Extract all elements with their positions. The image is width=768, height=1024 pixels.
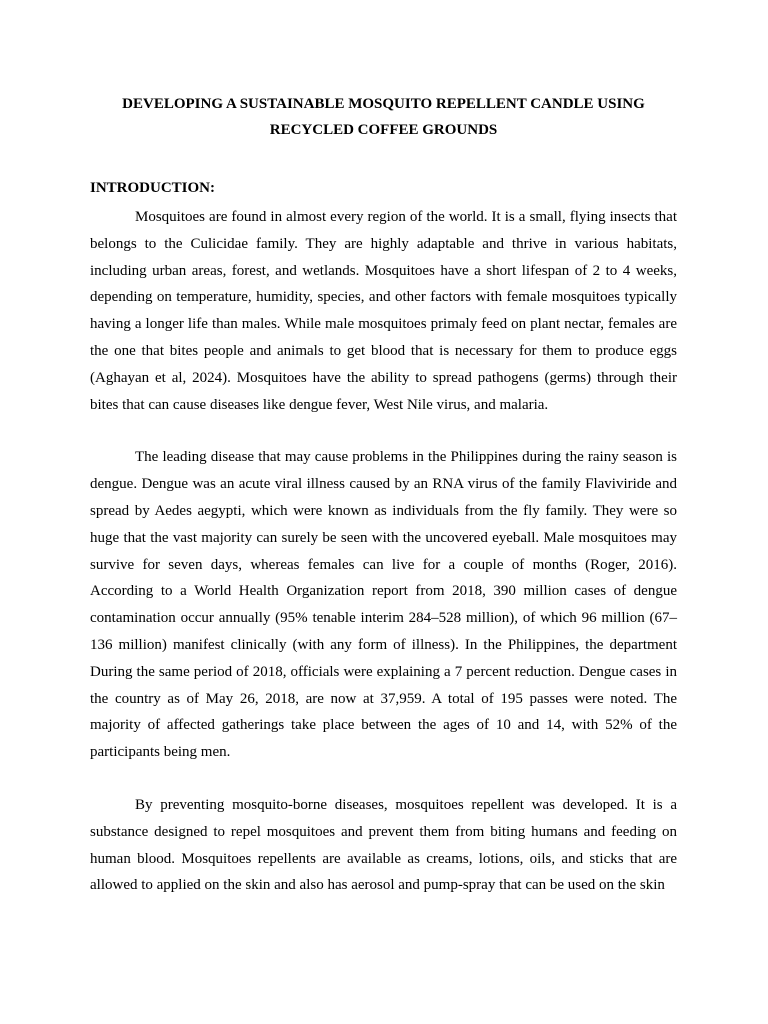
title-line-2: RECYCLED COFFEE GROUNDS: [269, 122, 498, 138]
document-page: [90, 91, 677, 899]
paragraph-2: The leading disease that may cause problems in the Philippines during the rainy season is dengue. Dengue was an acute viral illness caused by an RNA virus of the family Flaviviride and spread by Aedes aegypti, which were known as individuals from the fly family. They were so huge that the vast majority can surely be seen with the uncovered eyeball. Male mosquitoes may survive for seven days, whereas females can live for a couple of months (Roger, 2016). According to a World Health Organization report from 2018, 390 million cases of dengue contamination occur annually (95% tenable interim 284–528 million), of which 96 million (67–136 million) manifest clinically (with any form of illness). In the Philippines, the department During the same period of 2018, officials were explaining a 7 percent reduction. Dengue cases in the country as of May 26, 2018, are now at 37,959. A total of 195 passes were noted. The majority of affected gatherings take place between the ages of 10 and 14, with 52% of the participants being men.: [90, 449, 677, 761]
document-title: [90, 91, 677, 143]
paragraph-1: Mosquitoes are found in almost every region of the world. It is a small, flying insects that belongs to the Culicidae family. They are highly adaptable and thrive in various habitats, including urban areas, forest, and wetlands. Mosquitoes have a short lifespan of 2 to 4 weeks, depending on temperature, humidity, species, and other factors with female mosquitoes typically having a longer life than males. While male mosquitoes primaly feed on plant nectar, females are the one that bites people and animals to get blood that is necessary for them to produce eggs (Aghayan et al, 2024). Mosquitoes have the ability to spread pathogens (germs) through their bites that can cause diseases like dengue fever, West Nile virus, and malaria.: [90, 209, 677, 413]
title-line-1: DEVELOPING A SUSTAINABLE MOSQUITO REPELLENT CANDLE USING: [122, 96, 645, 112]
paragraph-3: By preventing mosquito-borne diseases, mosquitoes repellent was developed. It is a substance designed to repel mosquitoes and prevent them from biting humans and feeding on human blood. Mosquitoes repellents are available as creams, lotions, oils, and sticks that are allowed to applied on the skin and also has aerosol and pump-spray that can be used on the skin: [90, 796, 677, 894]
section-heading-introduction: INTRODUCTION:: [90, 180, 216, 196]
